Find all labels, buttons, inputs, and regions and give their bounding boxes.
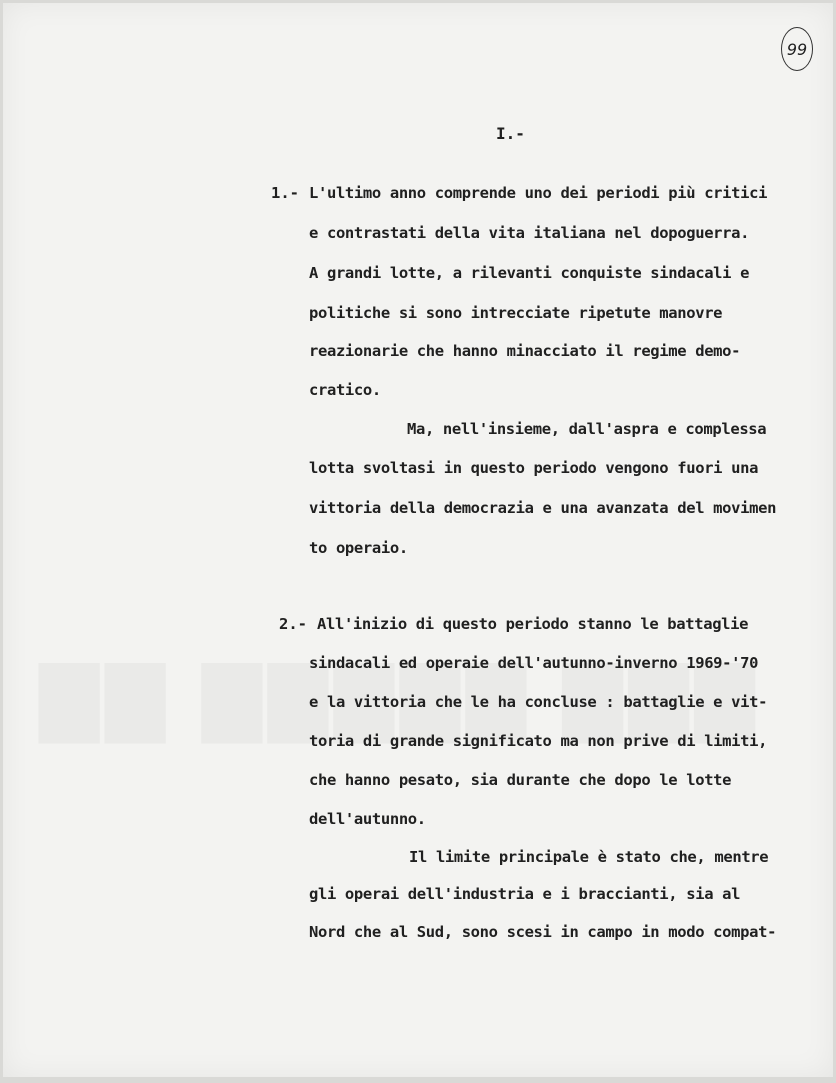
- page-number-stamp: [781, 27, 813, 71]
- text-line: vittoria della democrazia e una avanzata del movimen: [309, 499, 777, 517]
- text-line: L'ultimo anno comprende uno dei periodi più critici: [309, 184, 768, 202]
- section-heading: I.-: [496, 124, 525, 143]
- paragraph-number-1: 1.-: [271, 184, 299, 202]
- text-line: gli operai dell'industria e i braccianti, sia al: [309, 885, 741, 903]
- text-line: Nord che al Sud, sono scesi in campo in modo compat-: [309, 923, 777, 941]
- text-line: to operaio.: [309, 539, 408, 557]
- text-line: Ma, nell'insieme, dall'aspra e complessa: [407, 420, 767, 438]
- page-number: 99: [786, 39, 808, 59]
- document-page: [3, 3, 833, 1077]
- text-line: lotta svoltasi in questo periodo vengono fuori una: [309, 459, 759, 477]
- text-line: politiche si sono intrecciate ripetute manovre: [309, 304, 723, 322]
- text-line: sindacali ed operaie dell'autunno-inverno 1969-'70: [309, 654, 759, 672]
- text-line: dell'autunno.: [309, 810, 426, 828]
- text-line: All'inizio di questo periodo stanno le battaglie: [317, 615, 749, 633]
- text-line: che hanno pesato, sia durante che dopo le lotte: [309, 771, 732, 789]
- text-line: e contrastati della vita italiana nel dopoguerra.: [309, 224, 750, 242]
- text-line: e la vittoria che le ha concluse : battaglie e vit-: [309, 693, 768, 711]
- paragraph-number-2: 2.-: [279, 615, 307, 633]
- text-line: Il limite principale è stato che, mentre: [409, 848, 769, 866]
- text-line: cratico.: [309, 381, 381, 399]
- text-line: A grandi lotte, a rilevanti conquiste sindacali e: [309, 264, 750, 282]
- text-line: toria di grande significato ma non prive di limiti,: [309, 732, 768, 750]
- text-line: reazionarie che hanno minacciato il regime demo-: [309, 342, 741, 360]
